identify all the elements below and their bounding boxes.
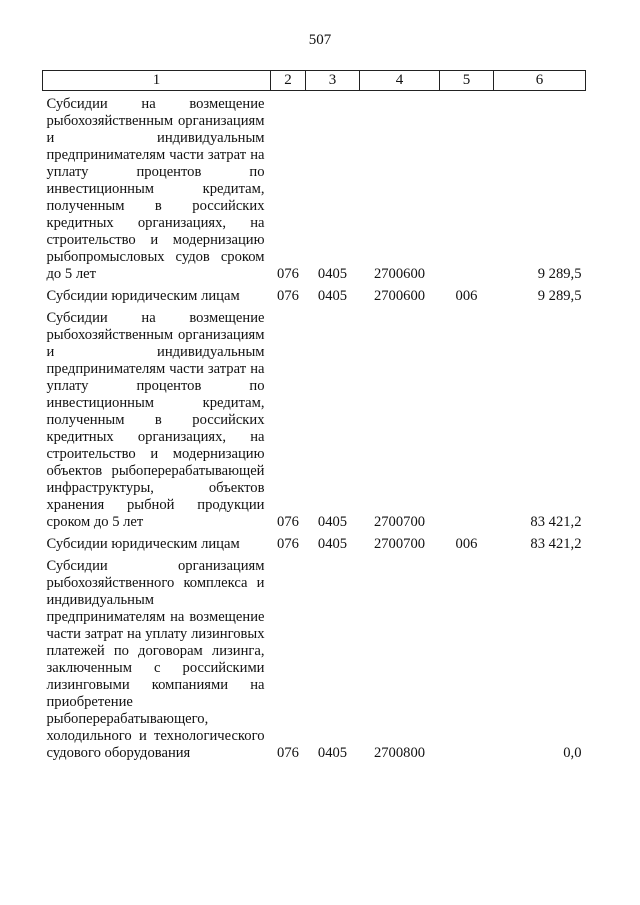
- expense-type-code: 006: [455, 288, 478, 304]
- header-col-3: 3: [306, 71, 360, 91]
- budget-table: [42, 70, 586, 762]
- section-code: 0405: [317, 745, 348, 761]
- amount: 9 289,5: [537, 266, 582, 282]
- target-code: 2700600: [373, 288, 426, 304]
- table-row: [43, 91, 586, 284]
- header-col-6: 6: [494, 71, 586, 91]
- row-name: Субсидии юридическим лицам: [46, 288, 240, 304]
- target-code: 2700700: [373, 536, 426, 552]
- header-col-5: 5: [440, 71, 494, 91]
- header-col-1: 1: [43, 71, 271, 91]
- target-code: 2700800: [373, 745, 426, 761]
- table-row: [43, 283, 586, 305]
- table-row: [43, 305, 586, 531]
- header-col-4: 4: [360, 71, 440, 91]
- expense-type-code: 006: [455, 536, 478, 552]
- table-row: [43, 553, 586, 762]
- table-row: [43, 531, 586, 553]
- expense-type-code: [440, 553, 494, 762]
- ministry-code: 076: [277, 514, 299, 530]
- target-code: 2700700: [373, 514, 426, 530]
- expense-type-code: [440, 305, 494, 531]
- section-code: 0405: [317, 536, 348, 552]
- amount: 83 421,2: [530, 536, 582, 552]
- row-name: Субсидии юридическим лицам: [46, 536, 240, 552]
- section-code: 0405: [317, 288, 348, 304]
- row-name: Субсидии на возмещение рыбохозяйственным организациям и индивидуальным предпринимателям части затрат на уплату процентов по инвестиционным кредитам, полученным в российских кредитных организациях, на строительство и модернизацию объектов рыбоперерабатывающей инфраструктуры, объектов хранения рыбной продукции сроком до 5 лет: [46, 310, 265, 530]
- header-col-2: 2: [271, 71, 306, 91]
- ministry-code: 076: [277, 266, 299, 282]
- amount: 0,0: [563, 745, 582, 761]
- ministry-code: 076: [277, 288, 299, 304]
- amount: 83 421,2: [530, 514, 582, 530]
- ministry-code: 076: [277, 745, 299, 761]
- section-code: 0405: [317, 514, 348, 530]
- expense-type-code: [440, 91, 494, 284]
- amount: 9 289,5: [537, 288, 582, 304]
- header-row: [43, 71, 586, 91]
- row-name: Субсидии на возмещение рыбохозяйственным организациям и индивидуальным предпринимателям части затрат на уплату процентов по инвестиционным кредитам, полученным в российских кредитных организациях, на строительство и модернизацию рыбопромысловых судов сроком до 5 лет: [46, 96, 265, 282]
- target-code: 2700600: [373, 266, 426, 282]
- section-code: 0405: [317, 266, 348, 282]
- page-number: 507: [308, 32, 332, 48]
- ministry-code: 076: [277, 536, 299, 552]
- row-name: Субсидии организациям рыбохозяйственного комплекса и индивидуальным предпринимателям на возмещение части затрат на уплату лизинговых платежей по договорам лизинга, заключенным с российскими лизинговыми компаниями на приобретение рыбоперерабатывающего, холодильного и технологического судового оборудования: [46, 558, 265, 761]
